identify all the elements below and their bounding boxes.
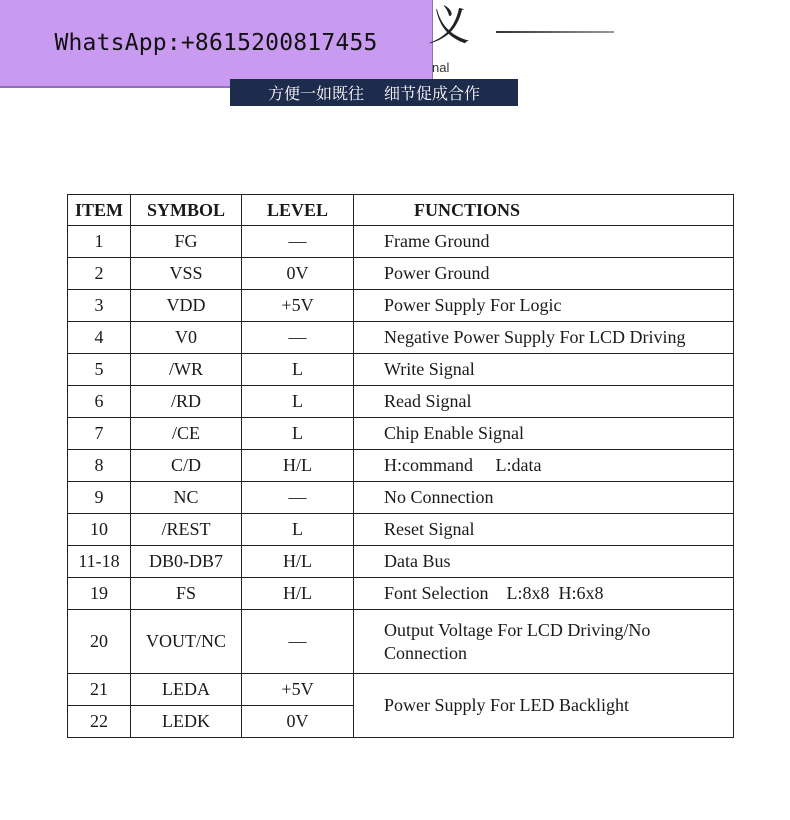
header-symbol: SYMBOL xyxy=(131,195,242,226)
cell-item: 1 xyxy=(68,226,131,258)
cell-function: Chip Enable Signal xyxy=(354,418,734,450)
pin-definition-table xyxy=(67,194,734,738)
table-row xyxy=(68,258,734,290)
table-row xyxy=(68,386,734,418)
cell-symbol: DB0-DB7 xyxy=(131,546,242,578)
cell-level: L xyxy=(242,354,354,386)
cell-function: Read Signal xyxy=(354,386,734,418)
cell-item: 19 xyxy=(68,578,131,610)
cell-item: 6 xyxy=(68,386,131,418)
cell-level: — xyxy=(242,610,354,674)
table-row xyxy=(68,578,734,610)
header-level: LEVEL xyxy=(242,195,354,226)
cell-item: 8 xyxy=(68,450,131,482)
cell-function: Negative Power Supply For LCD Driving xyxy=(354,322,734,354)
table-row xyxy=(68,450,734,482)
cell-item: 3 xyxy=(68,290,131,322)
cell-symbol: LEDK xyxy=(131,706,242,738)
slogan-left: 方便一如既往 xyxy=(267,84,364,103)
cell-level: 0V xyxy=(242,258,354,290)
header-functions: FUNCTIONS xyxy=(354,195,734,226)
cell-function: Power Supply For LED Backlight xyxy=(354,674,734,738)
cell-level: L xyxy=(242,418,354,450)
cell-level: — xyxy=(242,482,354,514)
cell-symbol: FS xyxy=(131,578,242,610)
cell-item: 2 xyxy=(68,258,131,290)
cell-level: H/L xyxy=(242,578,354,610)
cell-level: H/L xyxy=(242,450,354,482)
cell-symbol: VOUT/NC xyxy=(131,610,242,674)
table-row xyxy=(68,322,734,354)
cell-item: 22 xyxy=(68,706,131,738)
slogan-right: 细节促成合作 xyxy=(384,84,481,103)
function-line: Connection xyxy=(384,642,467,663)
cell-symbol: /CE xyxy=(131,418,242,450)
cell-level: L xyxy=(242,514,354,546)
header-glyph: 义 xyxy=(428,1,471,50)
header-subtitle: nal xyxy=(432,60,450,75)
cell-symbol: V0 xyxy=(131,322,242,354)
cell-level: +5V xyxy=(242,674,354,706)
cell-function: Write Signal xyxy=(354,354,734,386)
cell-symbol: /WR xyxy=(131,354,242,386)
cell-function: Reset Signal xyxy=(354,514,734,546)
cell-level: L xyxy=(242,386,354,418)
cell-function: No Connection xyxy=(354,482,734,514)
cell-level: H/L xyxy=(242,546,354,578)
cell-item: 9 xyxy=(68,482,131,514)
cell-item: 21 xyxy=(68,674,131,706)
cell-level: — xyxy=(242,226,354,258)
cell-item: 10 xyxy=(68,514,131,546)
cell-function: Frame Ground xyxy=(354,226,734,258)
cell-function: Font Selection L:8x8 H:6x8 xyxy=(354,578,734,610)
cell-item: 7 xyxy=(68,418,131,450)
cell-symbol: VSS xyxy=(131,258,242,290)
table-row xyxy=(68,514,734,546)
cell-function xyxy=(354,610,734,674)
function-line: Output Voltage For LCD Driving/No xyxy=(384,619,651,640)
cell-symbol: /RD xyxy=(131,386,242,418)
table-row xyxy=(68,674,734,706)
table-header-row xyxy=(68,195,734,226)
cell-function: Power Ground xyxy=(354,258,734,290)
cell-level: 0V xyxy=(242,706,354,738)
cell-function: Power Supply For Logic xyxy=(354,290,734,322)
header-item: ITEM xyxy=(68,195,131,226)
cell-item: 20 xyxy=(68,610,131,674)
header-divider xyxy=(496,31,614,33)
whatsapp-contact-banner xyxy=(0,0,433,88)
cell-function: Data Bus xyxy=(354,546,734,578)
cell-item: 5 xyxy=(68,354,131,386)
table-row xyxy=(68,226,734,258)
cell-item: 4 xyxy=(68,322,131,354)
cell-symbol: FG xyxy=(131,226,242,258)
table-row xyxy=(68,290,734,322)
cell-symbol: /REST xyxy=(131,514,242,546)
cell-function: H:command L:data xyxy=(354,450,734,482)
slogan-bar xyxy=(230,79,518,106)
cell-level: +5V xyxy=(242,290,354,322)
table-row xyxy=(68,418,734,450)
contact-text: WhatsApp:+8615200817455 xyxy=(54,30,378,56)
table-row xyxy=(68,354,734,386)
cell-level: — xyxy=(242,322,354,354)
table-row xyxy=(68,482,734,514)
cell-symbol: VDD xyxy=(131,290,242,322)
cell-symbol: NC xyxy=(131,482,242,514)
cell-symbol: C/D xyxy=(131,450,242,482)
table-row xyxy=(68,610,734,674)
cell-item: 11-18 xyxy=(68,546,131,578)
table-row xyxy=(68,546,734,578)
cell-symbol: LEDA xyxy=(131,674,242,706)
